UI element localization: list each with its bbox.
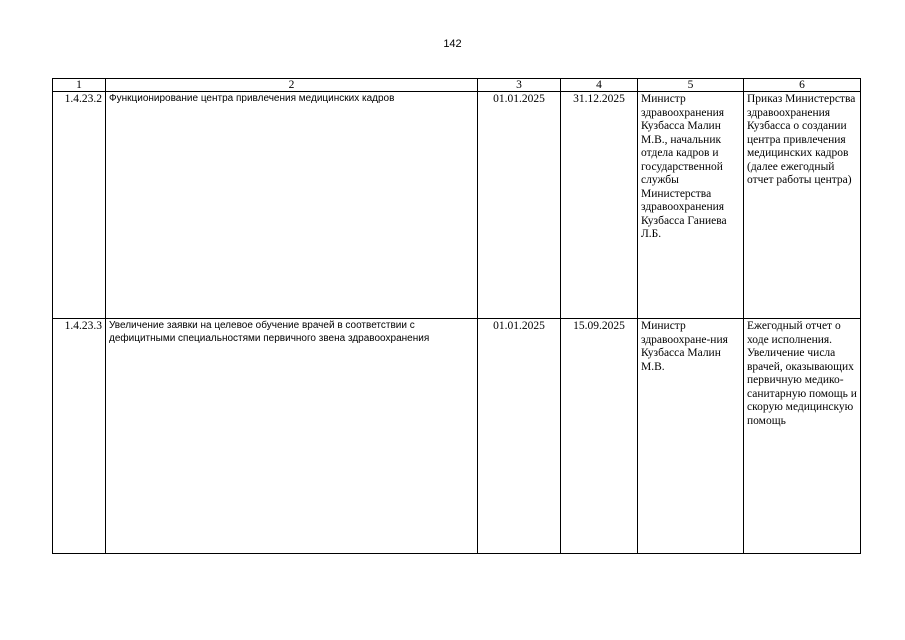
- row-responsible: Министр здравоохране-ния Кузбасса Малин М.В.: [638, 319, 744, 554]
- row-activity-name: Увеличение заявки на целевое обучение врачей в соответствии с дефицитными специальностями первичного звена здравоохранения: [106, 319, 478, 554]
- header-cell-2: 2: [106, 79, 478, 92]
- header-cell-6: 6: [744, 79, 861, 92]
- row-start-date: 01.01.2025: [478, 92, 561, 319]
- header-cell-5: 5: [638, 79, 744, 92]
- plan-table: [52, 78, 861, 554]
- row-result: Ежегодный отчет о ходе исполнения. Увеличение числа врачей, оказывающих первичную медико-санитарную помощь и скорую медицинскую помощь: [744, 319, 861, 554]
- header-cell-3: 3: [478, 79, 561, 92]
- table-row: [53, 92, 861, 319]
- row-start-date: 01.01.2025: [478, 319, 561, 554]
- row-code: 1.4.23.3: [53, 319, 106, 554]
- row-activity-name: Функционирование центра привлечения медицинских кадров: [106, 92, 478, 319]
- row-responsible: Министр здравоохранения Кузбасса Малин М.В., начальник отдела кадров и государственной службы Министерства здравоохранения Кузбасса Ганиева Л.Б.: [638, 92, 744, 319]
- table-header-row: [53, 79, 861, 92]
- row-code: 1.4.23.2: [53, 92, 106, 319]
- row-end-date: 15.09.2025: [561, 319, 638, 554]
- page-number: 142: [443, 38, 462, 50]
- row-result: Приказ Министерства здравоохранения Кузбасса о создании центра привлечения медицинских кадров (далее ежегодный отчет работы центра): [744, 92, 861, 319]
- header-cell-4: 4: [561, 79, 638, 92]
- table-row: [53, 319, 861, 554]
- row-end-date: 31.12.2025: [561, 92, 638, 319]
- header-cell-1: 1: [53, 79, 106, 92]
